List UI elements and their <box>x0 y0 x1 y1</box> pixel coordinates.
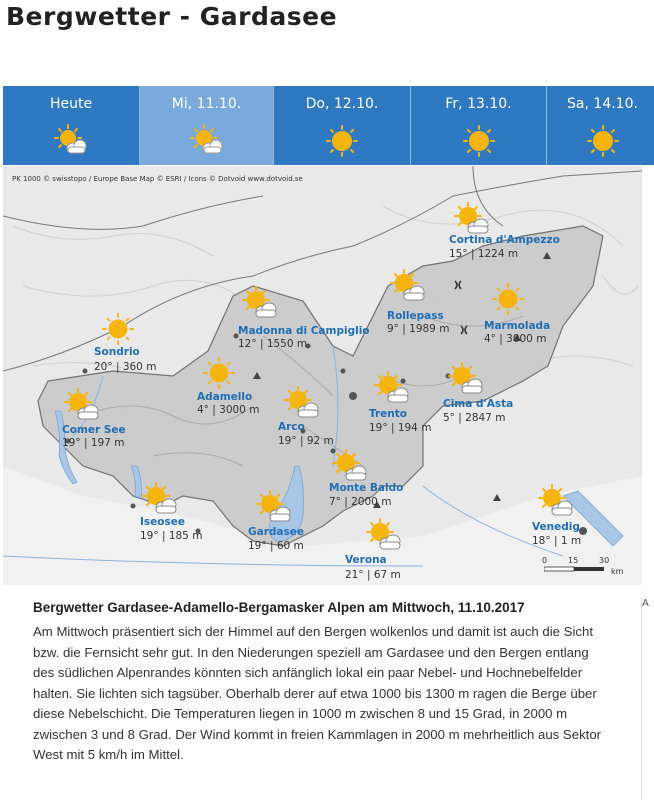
scale-label-0: 0 <box>542 556 548 565</box>
sun-icon <box>101 312 135 350</box>
place-value: 4° | 3000 m <box>197 404 260 416</box>
sun-icon <box>491 282 525 320</box>
map-credit: PK 1000 © swisstopo / Europe Base Map © ESRI / Icons © Dotvoid www.dotvoid.se <box>12 175 303 183</box>
place-name: Adamello <box>197 391 253 403</box>
place-value: 7° | 2000 m <box>329 496 392 508</box>
tab-sa[interactable] <box>547 86 654 165</box>
place-name: Venedig <box>532 521 580 533</box>
tab-label: Sa, 14.10. <box>567 96 638 112</box>
place-name: Iseosee <box>140 516 185 528</box>
place-value: 19° | 197 m <box>62 437 125 449</box>
scale-label-30: 30 <box>599 556 610 565</box>
place-value: 5° | 2847 m <box>443 412 506 424</box>
sun-cloud-icon <box>537 484 575 522</box>
place-value: 12° | 1550 m <box>238 338 308 350</box>
place-name: Arco <box>278 421 305 433</box>
place-name: Cortina d'Ampezzo <box>449 234 560 246</box>
tab-label: Mi, 11.10. <box>171 96 242 112</box>
place-name: Marmolada <box>484 320 551 332</box>
tab-do[interactable] <box>274 86 411 165</box>
sun-icon <box>461 124 497 162</box>
tab-mi[interactable] <box>140 86 274 165</box>
tab-fr[interactable] <box>411 86 547 165</box>
sun-cloud-icon <box>447 362 485 400</box>
sun-cloud-icon <box>365 518 403 556</box>
place-name: Verona <box>345 554 387 566</box>
place-name: Madonna di Campiglio <box>238 325 370 337</box>
place-name: Monte Baldo <box>329 482 404 494</box>
tab-label: Heute <box>49 96 93 112</box>
sidebar-divider <box>641 598 642 800</box>
place-value: 4° | 3000 m <box>484 333 547 345</box>
place-name: Rollepass <box>387 310 444 322</box>
sun-cloud-icon <box>283 386 321 424</box>
day-tabs <box>3 86 654 165</box>
sun-cloud-icon <box>189 124 225 160</box>
sun-icon <box>324 124 360 162</box>
scale-label-15: 15 <box>568 556 579 565</box>
sun-cloud-icon <box>255 490 293 528</box>
place-name: Cima d'Asta <box>443 398 514 410</box>
place-value: 20° | 360 m <box>94 361 157 373</box>
tab-label: Fr, 13.10. <box>445 96 512 112</box>
sun-cloud-icon <box>241 286 279 324</box>
page-title: Bergwetter - Gardasee <box>6 2 338 31</box>
place-value: 18° | 1 m <box>532 535 582 547</box>
place-value: 15° | 1224 m <box>449 248 519 260</box>
place-value: 9° | 1989 m <box>387 323 450 335</box>
place-name: Comer See <box>62 424 126 436</box>
place-name: Gardasee <box>248 526 304 538</box>
place-name: Trento <box>369 408 408 420</box>
place-name: Sondrio <box>94 346 140 358</box>
sun-cloud-icon <box>373 371 411 409</box>
sun-cloud-icon <box>141 482 179 520</box>
sun-icon <box>202 356 236 394</box>
sun-cloud-icon <box>63 388 101 426</box>
tab-heute[interactable] <box>3 86 140 165</box>
place-value: 19° | 60 m <box>248 540 304 552</box>
place-value: 21° | 67 m <box>345 569 401 581</box>
weather-map[interactable] <box>3 166 642 585</box>
sun-cloud-icon <box>389 269 427 307</box>
scale-unit: km <box>611 567 624 576</box>
place-value: 19° | 185 m <box>140 530 203 542</box>
report-text: Am Mittwoch präsentiert sich der Himmel auf den Bergen wolkenlos und damit ist auch die Sicht bzw. die Fernsicht sehr gut. In den Niederungen speziell am Gardasee und den Bergen entlang des südlichen Alpenrandes könnten sich anfänglich lokal ein paar Nebel- und Hochnebelfelder halten. Sie lichten sich tagsüber. Oberhalb derer auf etwa 1000 bis 1300 m ragen die Berge über diese Nebelschicht. Die Temperaturen liegen in 1000 m zwischen 8 und 15 Grad, in 2000 m zwischen 3 und 8 Grad. Der Wind kommt in freien Kammlagen in 2000 m mehrheitlich aus Sektor West mit 5 km/h im Mittel. <box>33 624 602 762</box>
place-value: 19° | 92 m <box>278 435 334 447</box>
report-title: Bergwetter Gardasee-Adamello-Bergamasker Alpen am Mittwoch, 11.10.2017 <box>33 600 525 615</box>
tab-label: Do, 12.10. <box>305 96 379 112</box>
place-value: 19° | 194 m <box>369 422 432 434</box>
sidebar-edge-text: A <box>642 598 649 609</box>
sun-icon <box>585 124 621 162</box>
sun-cloud-icon <box>53 124 89 160</box>
